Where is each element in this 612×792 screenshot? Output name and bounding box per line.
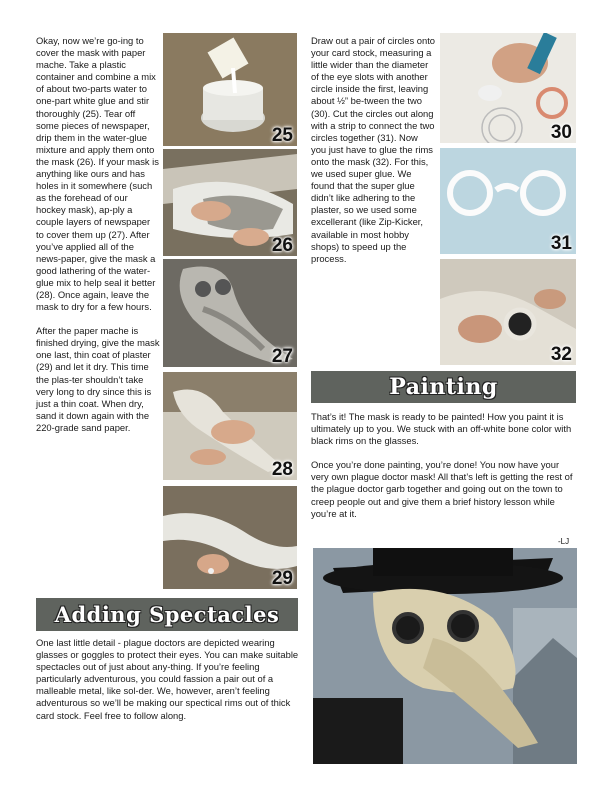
photo-27-covering-holes xyxy=(163,259,297,367)
spectacles-paragraph-1: One last little detail - plague doctors are depicted wearing glasses or goggles to protect their eyes. You can make suitable spectacles out of just about any-thing. If you’re feeling particularly adventurous, you could fassion a pair out of a malleable metal, like sol-der. We, however, aren’t feeling adventurous so we’ll be making our spectical rims out of thick card stock. Feel free to follow along. xyxy=(36,637,299,721)
painting-paragraph-1: That’s it! The mask is ready to be painted! How you paint it is ultimately up to you. We stuck with an off-white bone color with black rims on the glasses. xyxy=(311,411,572,447)
photo-number: 26 xyxy=(271,235,293,256)
left-column-text xyxy=(36,35,160,446)
photo-number: 30 xyxy=(550,122,572,143)
photo-31-cut-rims xyxy=(440,148,576,254)
photo-26-applying-newspaper xyxy=(163,149,297,256)
left-paragraph-1: Okay, now we’re go-ing to cover the mask with paper mache. Take a plastic container and combine a mix of about two-parts water to one-part white glue and stir thoroughly (25). Tear off some pieces of newspaper, drip them in the water-glue mixture and apply them onto the mask (26). If your mask is anything like ours and has holes in it somewhere (such as the forehead of our hockey mask), ap-ply a couple layers of newspaper to cover them up (27). After you’ve applied all of the news-paper, give the mask a good lathering of the water-glue mix to help seal it better (28). Once again, leave the mask to dry for a few hours. xyxy=(36,35,159,313)
author-signature: -LJ xyxy=(558,537,570,546)
photo-number: 28 xyxy=(271,459,293,480)
painting-paragraph-2: Once you’re done painting, you’re done! You now have your very own plague doctor mask! All that’s left is getting the rest of the plague doctor garb together and going out on the town to creep people out and give them a brief history lesson while you’re at it. xyxy=(311,459,573,519)
spectacles-text xyxy=(36,637,300,734)
painting-text xyxy=(311,411,579,532)
photo-32-gluing-rims xyxy=(440,259,576,365)
photo-finished-plague-doctor-mask xyxy=(313,548,577,764)
photo-number: 25 xyxy=(271,125,293,146)
painting-heading-banner xyxy=(311,371,576,403)
spectacles-heading: Adding Spectacles xyxy=(54,602,280,627)
photo-28-lathering-mask xyxy=(163,372,297,480)
painting-heading: Painting xyxy=(389,374,498,400)
middle-column-text xyxy=(311,35,435,277)
photo-number: 27 xyxy=(271,346,293,367)
photo-number: 31 xyxy=(550,233,572,254)
photo-number: 29 xyxy=(271,568,293,589)
middle-paragraph-1: Draw out a pair of circles onto your card stock, measuring a little wider than the diameter of the eye slots with another circle inside the first, leaving about ½” be-tween the two (30). Cut the circles out along with a strip to connect the two circles together (31). Now you just have to glue the rims onto the mask (32). For this, we used super glue. We found that the super glue didn’t like adhering to the plaster, so we used some excellerant (like Zip-Kicker, available in most hobby shops) to speed up the process. xyxy=(311,35,436,264)
photo-number: 32 xyxy=(550,344,572,365)
left-paragraph-2: After the paper mache is finished drying, give the mask one last, thin coat of plaster (29) and let it dry. This time the plas-ter shouldn’t take very long to dry since this is just a thin coat. When dry, sand it down again with the 220-grade sand paper. xyxy=(36,325,160,433)
photo-29-thin-coat-plaster xyxy=(163,486,297,589)
spectacles-heading-banner xyxy=(36,598,298,631)
photo-25-mixing-glue xyxy=(163,33,297,146)
photo-30-drawing-circles xyxy=(440,33,576,143)
